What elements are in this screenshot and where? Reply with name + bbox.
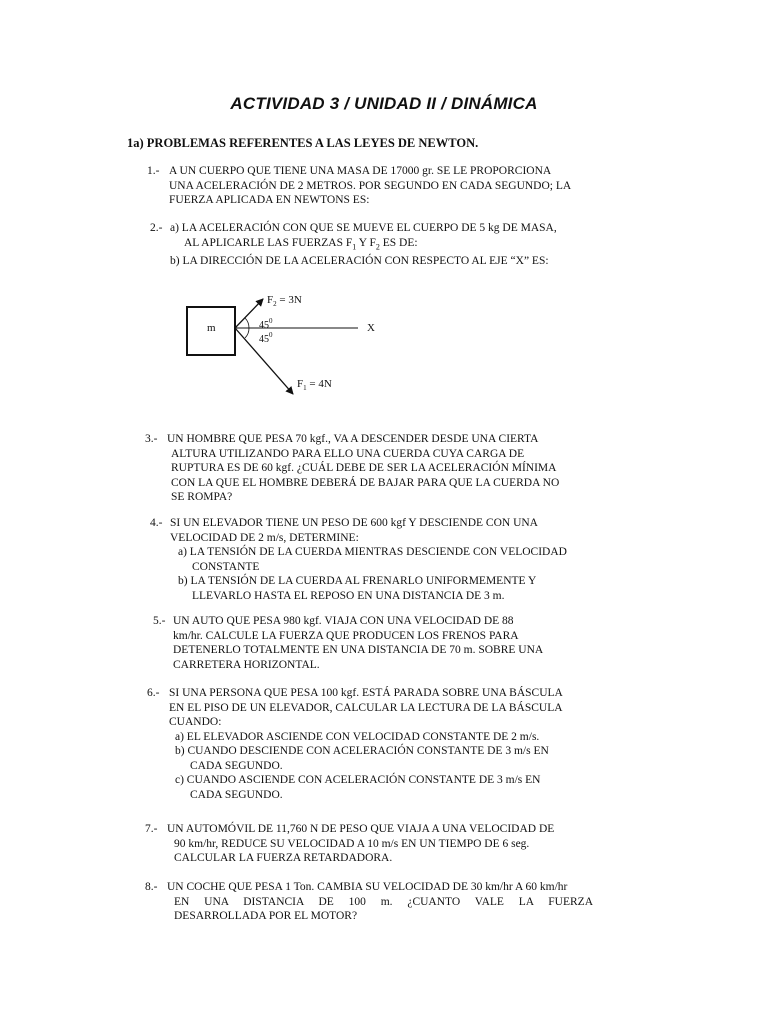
problem-5 [153,614,593,672]
problem-1 [147,164,593,208]
problem-text-line: CUANDO: [169,716,222,728]
problem-6 [147,686,615,802]
problem-option-b-cont: LLEVARLO HASTA EL REPOSO EN UNA DISTANCIA DE 3 m. [192,589,505,602]
text-fragment: ES DE: [379,236,418,249]
problem-number: 2.- [150,222,163,234]
text-fragment: AL APLICARLE LAS FUERZAS F [184,236,353,249]
problem-text-line: 90 km/hr, REDUCE SU VELOCIDAD A 10 m/s EN UN TIEMPO DE 6 seg. [174,837,530,850]
problem-text-line: UN AUTO QUE PESA 980 kgf. VIAJA CON UNA VELOCIDAD DE 88 [173,615,514,627]
problem-option-c-cont: CADA SEGUNDO. [190,788,283,801]
subscript: 2 [375,241,380,251]
problem-text-line: SI UNA PERSONA QUE PESA 100 kgf. ESTÁ PARADA SOBRE UNA BÁSCULA [169,687,563,699]
force-diagram [180,286,420,406]
problem-option-a: a) LA ACELERACIÓN CON QUE SE MUEVE EL CUERPO DE 5 kg DE MASA, [170,222,557,234]
problem-text-line: RUPTURA ES DE 60 kgf. ¿CUÁL DEBE DE SER LA ACELERACIÓN MÍNIMA [171,462,557,474]
problem-number: 1.- [147,165,160,177]
problem-number: 7.- [145,823,158,835]
problem-text-line: A UN CUERPO QUE TIENE UNA MASA DE 17000 gr. SE LE PROPORCIONA [169,165,552,177]
problem-number: 8.- [145,881,158,893]
problem-text-line: CALCULAR LA FUERZA RETARDADORA. [174,852,393,864]
problem-text-line: SE ROMPA? [171,491,233,503]
f2-label: $F_2 = 3N$ [267,294,302,308]
problem-text-line: km/hr. CALCULE LA FUERZA QUE PRODUCEN LOS FRENOS PARA [173,629,519,642]
problem-number: 3.- [145,433,158,445]
mass-label: m [207,322,216,334]
problem-number: 6.- [147,687,160,699]
x-axis-label: X [367,322,375,334]
problem-text-line: DESARROLLADA POR EL MOTOR? [174,910,358,922]
problem-option-c: c) CUANDO ASCIENDE CON ACELERACIÓN CONSTANTE DE 3 m/s EN [175,774,541,786]
problem-text-line: EN EL PISO DE UN ELEVADOR, CALCULAR LA LECTURA DE LA BÁSCULA [169,701,563,714]
problem-4 [150,516,593,603]
text-fragment: Y F [356,236,376,249]
problem-text-line: DETENERLO TOTALMENTE EN UNA DISTANCIA DE 70 m. SOBRE UNA [173,644,544,656]
angle-arc-lower [245,328,249,338]
problem-option-a: a) EL ELEVADOR ASCIENDE CON VELOCIDAD CONSTANTE DE 2 m/s. [175,730,540,743]
problem-option-a: a) LA TENSIÓN DE LA CUERDA MIENTRAS DESCIENDE CON VELOCIDAD [178,546,567,558]
problem-text-line: CON LA QUE EL HOMBRE DEBERÁ DE BAJAR PARA QUE LA CUERDA NO [171,476,560,489]
problem-text-line: EN UNA DISTANCIA DE 100 m. ¿CUANTO VALE LA FUERZA [174,895,593,908]
f1-label: $F_1 = 4N$ [297,378,332,392]
problem-3 [145,432,593,505]
problem-option-b: b) LA TENSIÓN DE LA CUERDA AL FRENARLO UNIFORMEMENTE Y [178,575,537,587]
angle-arc-upper [245,318,249,328]
problem-option-a-cont: CONSTANTE [192,560,260,573]
problem-2 [150,221,595,269]
problem-option-b-cont: CADA SEGUNDO. [190,759,283,772]
section-heading: 1a) PROBLEMAS REFERENTES A LAS LEYES DE NEWTON. [127,136,479,150]
problem-8 [145,880,615,924]
problem-text-line: UN COCHE QUE PESA 1 Ton. CAMBIA SU VELOCIDAD DE 30 km/hr A 60 km/hr [167,881,568,893]
problem-text-line: UNA ACELERACIÓN DE 2 METROS. POR SEGUNDO EN CADA SEGUNDO; LA [169,179,572,192]
problem-text-line: SI UN ELEVADOR TIENE UN PESO DE 600 kgf Y DESCIENDE CON UNA [170,517,538,529]
angle-label-lower: $45^0$ [259,331,273,345]
document-title: ACTIVIDAD 3 / UNIDAD II / DINÁMICA [230,94,538,113]
problem-text-line: CARRETERA HORIZONTAL. [173,658,320,671]
problem-text-line: ALTURA UTILIZANDO PARA ELLO UNA CUERDA CUYA CARGA DE [171,447,525,460]
problem-text-line: VELOCIDAD DE 2 m/s, DETERMINE: [170,531,359,544]
problem-text-line: FUERZA APLICADA EN NEWTONS ES: [169,194,370,206]
problem-option-b: b) CUANDO DESCIENDE CON ACELERACIÓN CONSTANTE DE 3 m/s EN [175,745,549,757]
problem-option-a-cont [150,236,595,255]
problem-text-line: UN HOMBRE QUE PESA 70 kgf., VA A DESCENDER DESDE UNA CIERTA [167,433,539,445]
problem-7 [145,822,615,866]
problem-number: 5.- [153,615,166,627]
problem-option-b: b) LA DIRECCIÓN DE LA ACELERACIÓN CON RESPECTO AL EJE “X” ES: [170,255,549,268]
subscript: 1 [352,241,357,251]
angle-label-upper: $45^0$ [259,317,273,331]
problem-number: 4.- [150,517,163,529]
problem-text-line: UN AUTOMÓVIL DE 11,760 N DE PESO QUE VIAJA A UNA VELOCIDAD DE [167,823,555,835]
